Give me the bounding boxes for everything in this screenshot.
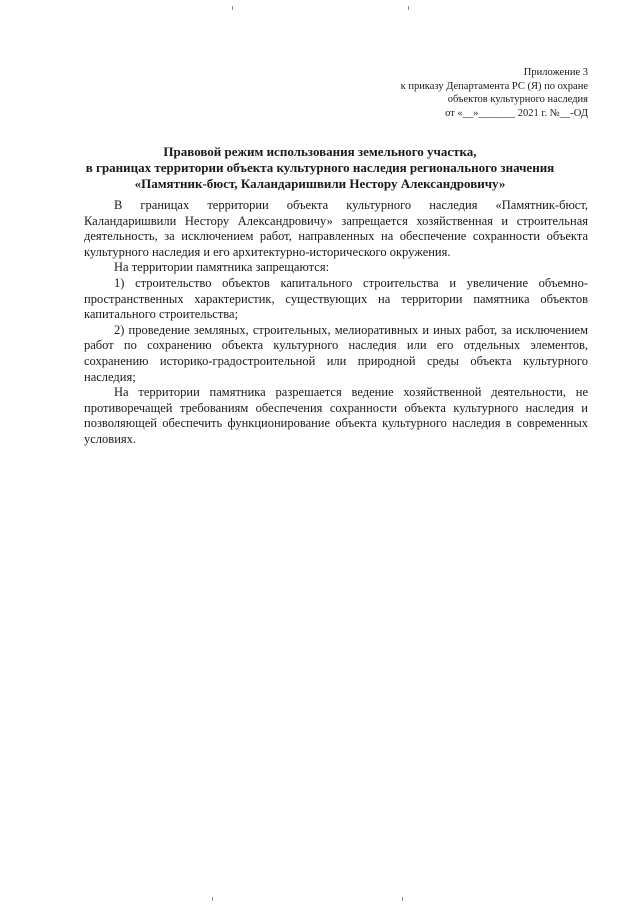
paragraph-permitted: На территории памятника разрешается ведение хозяйственной деятельности, не противоречащей требованиям обеспечения сохранности объекта культурного наследия и позволяющей обеспечить функционирование объекта культурного наследия в современных условиях. — [84, 385, 588, 446]
paragraph-prohibited-intro: На территории памятника запрещаются: — [114, 260, 330, 275]
annex-header — [328, 66, 588, 120]
scan-artifact-bottom-left — [212, 897, 213, 901]
annex-date-number: от «__»_______ 2021 г. №__-ОД — [445, 107, 588, 119]
paragraph-restriction: В границах территории объекта культурного наследия «Памятник-бюст, Каландаришвили Нестору Александровичу» запрещается хозяйственная и строительная деятельность, за исключением работ, направленных на обеспечение сохранности объекта культурного наследия и его архитектурно-исторического окружения. — [84, 198, 588, 259]
scan-artifact-bottom-right — [402, 897, 403, 901]
paragraph-prohibited-item-2: 2) проведение земляных, строительных, мелиоративных и иных работ, за исключением работ по сохранению объекта культурного наследия или его отдельных элементов, сохранению историко-градостроительной или природной среды объекта культурного наследия; — [84, 322, 588, 384]
annex-number: Приложение 3 — [523, 67, 588, 78]
title-line-3: «Памятник-бюст, Каландаришвили Нестору Александровичу» — [134, 176, 506, 191]
title-line-2: в границах территории объекта культурного наследия регионального значения — [85, 160, 555, 175]
scan-artifact-top-right — [408, 6, 409, 10]
annex-department: объектов культурного наследия — [447, 94, 588, 105]
annex-order-reference: к приказу Департамента РС (Я) по охране — [400, 80, 588, 92]
title-line-1: Правовой режим использования земельного участка, — [163, 144, 477, 159]
paragraph-prohibited-item-1: 1) строительство объектов капитального строительства и увеличение объемно-пространственных характеристик, существующих на территории памятника объектов капитального строительства; — [84, 275, 588, 322]
scan-artifact-top-left — [232, 6, 233, 10]
document-title — [60, 144, 580, 192]
document-body — [84, 198, 588, 448]
